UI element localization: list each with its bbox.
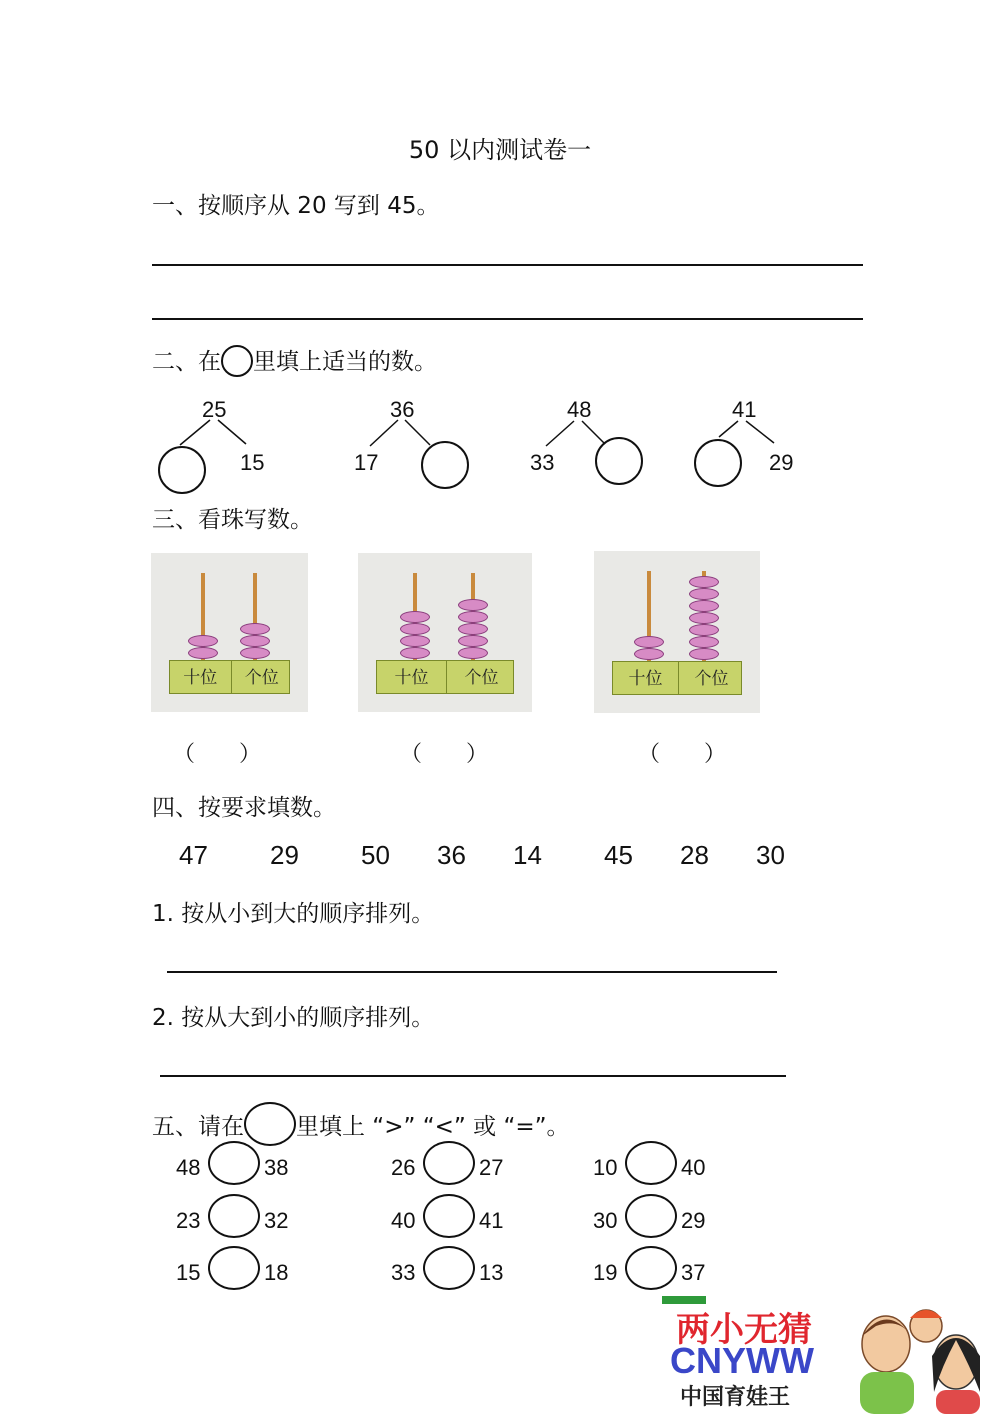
abacus-bead xyxy=(188,635,218,647)
abacus-bead xyxy=(689,648,719,660)
compare-left-number: 10 xyxy=(593,1155,618,1180)
compare-right-number: 13 xyxy=(479,1260,504,1285)
number-item: 28 xyxy=(680,840,709,870)
abacus-bead xyxy=(689,600,719,612)
compare-left-number: 30 xyxy=(593,1208,618,1233)
abacus-bead xyxy=(634,648,664,660)
abacus-bead xyxy=(240,635,270,647)
q3-label: 三、看珠写数。 xyxy=(152,507,313,533)
abacus-bead xyxy=(458,635,488,647)
q5-label xyxy=(152,1102,570,1146)
abacus-bead xyxy=(240,623,270,635)
answer-line xyxy=(160,1075,786,1077)
cartoon-family-icon xyxy=(846,1296,1000,1414)
answer-circle[interactable] xyxy=(695,440,741,486)
abacus-bead xyxy=(240,647,270,659)
tree-left-number: 33 xyxy=(530,450,555,475)
compare-right-number: 27 xyxy=(479,1155,504,1180)
compare-right-number: 29 xyxy=(681,1208,706,1233)
compare-left-number: 48 xyxy=(176,1155,201,1180)
abacus-bead xyxy=(458,623,488,635)
compare-answer-circle[interactable] xyxy=(208,1246,260,1290)
compare-right-number: 32 xyxy=(264,1208,289,1233)
abacus-bead xyxy=(458,599,488,611)
circle-icon xyxy=(244,1102,296,1146)
compare-answer-circle[interactable] xyxy=(625,1194,677,1238)
q1-label: 一、按顺序从 20 写到 45。 xyxy=(152,193,440,219)
compare-right-number: 38 xyxy=(264,1155,289,1180)
abacus-place-board xyxy=(612,661,742,695)
tree-top-number: 41 xyxy=(732,397,757,422)
abacus-image xyxy=(151,553,308,712)
logo-text-cn: 两小无猜 xyxy=(676,1310,812,1350)
q2-suffix: 里填上适当的数。 xyxy=(253,349,437,375)
answer-circle[interactable] xyxy=(159,447,205,493)
tree-1 xyxy=(159,420,246,493)
abacus-bead xyxy=(689,624,719,636)
tens-place-label: 十位 xyxy=(628,669,663,689)
abacus-image xyxy=(358,553,532,712)
abacus-image xyxy=(594,551,760,713)
compare-right-number: 37 xyxy=(681,1260,706,1285)
tree-right-number: 15 xyxy=(240,450,265,475)
answer-parentheses[interactable]: （ ） xyxy=(638,742,727,767)
abacus-bead xyxy=(458,647,488,659)
answer-parentheses[interactable]: （ ） xyxy=(173,742,262,767)
ones-place-label: 个位 xyxy=(231,661,293,693)
q4-label: 四、按要求填数。 xyxy=(152,795,336,821)
tens-place-label: 十位 xyxy=(183,668,218,688)
page-title: 50 以内测试卷一 xyxy=(408,136,592,164)
watermark-logo xyxy=(660,1296,1000,1414)
ones-place-label: 个位 xyxy=(446,661,516,693)
abacus-bead xyxy=(689,576,719,588)
compare-left-number: 15 xyxy=(176,1260,201,1285)
abacus-place-board xyxy=(376,660,514,694)
compare-left-number: 23 xyxy=(176,1208,201,1233)
abacus-bead xyxy=(400,623,430,635)
answer-circle[interactable] xyxy=(596,438,642,484)
compare-right-number: 40 xyxy=(681,1155,706,1180)
answer-circle[interactable] xyxy=(422,442,468,488)
logo-text-en: CNYWW xyxy=(670,1340,814,1381)
abacus-bead xyxy=(400,635,430,647)
tree-3 xyxy=(546,421,642,484)
q4-sub1: 1. 按从小到大的顺序排列。 xyxy=(152,901,435,927)
compare-left-number: 19 xyxy=(593,1260,618,1285)
compare-left-number: 40 xyxy=(391,1208,416,1233)
compare-right-number: 41 xyxy=(479,1208,504,1233)
tens-place-label: 十位 xyxy=(394,668,429,688)
tree-4 xyxy=(695,421,774,486)
compare-answer-circle[interactable] xyxy=(423,1194,475,1238)
number-item: 36 xyxy=(437,840,466,870)
abacus-place-board xyxy=(169,660,290,694)
compare-left-number: 33 xyxy=(391,1260,416,1285)
q5-prefix: 五、请在 xyxy=(152,1114,244,1140)
tree-2 xyxy=(370,420,468,488)
answer-line xyxy=(167,971,777,973)
number-item: 30 xyxy=(756,840,785,870)
ones-place-label: 个位 xyxy=(678,662,744,694)
abacus-bead xyxy=(188,647,218,659)
compare-left-number: 26 xyxy=(391,1155,416,1180)
q2-prefix: 二、在 xyxy=(152,349,221,375)
number-item: 47 xyxy=(179,840,208,870)
q4-sub2: 2. 按从大到小的顺序排列。 xyxy=(152,1005,435,1031)
compare-answer-circle[interactable] xyxy=(208,1141,260,1185)
number-item: 50 xyxy=(361,840,390,870)
abacus-bead xyxy=(634,636,664,648)
tree-top-number: 48 xyxy=(567,397,592,422)
tree-right-number: 29 xyxy=(769,450,794,475)
compare-answer-circle[interactable] xyxy=(423,1246,475,1290)
abacus-bead xyxy=(689,588,719,600)
compare-right-number: 18 xyxy=(264,1260,289,1285)
number-trees xyxy=(0,0,1000,520)
q5-suffix: 里填上 “>” “<” 或 “=”。 xyxy=(296,1114,570,1140)
abacus-bead xyxy=(458,611,488,623)
tree-top-number: 36 xyxy=(390,397,415,422)
number-item: 14 xyxy=(513,840,542,870)
number-item: 45 xyxy=(604,840,633,870)
abacus-bead xyxy=(689,636,719,648)
abacus-bead xyxy=(689,612,719,624)
tree-top-number: 25 xyxy=(202,397,227,422)
abacus-bead xyxy=(400,611,430,623)
compare-answer-circle[interactable] xyxy=(625,1246,677,1290)
number-item: 29 xyxy=(270,840,299,870)
compare-answer-circle[interactable] xyxy=(423,1141,475,1185)
logo-text-sub: 中国育娃王 xyxy=(680,1385,791,1410)
tree-left-number: 17 xyxy=(354,450,379,475)
answer-parentheses[interactable]: （ ） xyxy=(400,742,489,767)
compare-answer-circle[interactable] xyxy=(625,1141,677,1185)
compare-answer-circle[interactable] xyxy=(208,1194,260,1238)
abacus-bead xyxy=(400,647,430,659)
